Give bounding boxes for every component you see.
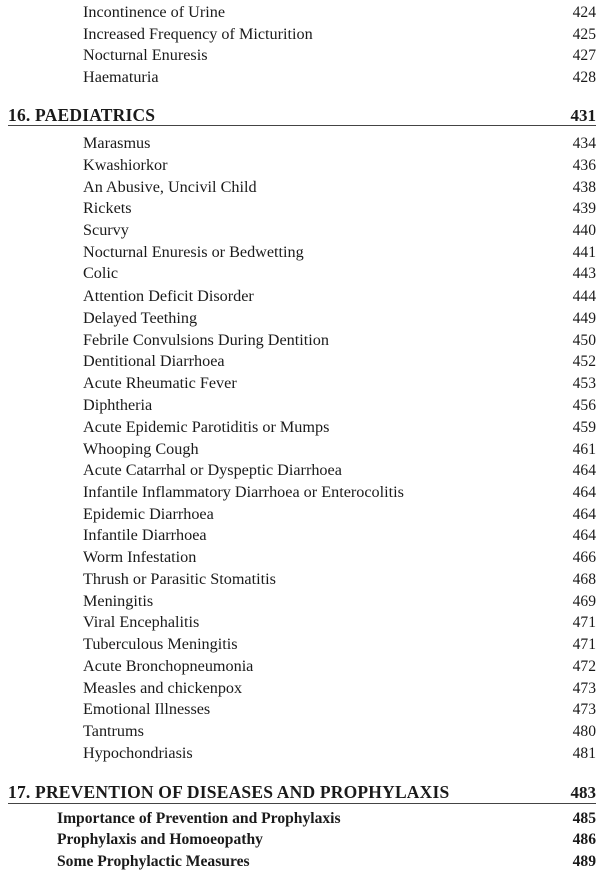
toc-entry-page: 444 <box>572 288 596 305</box>
toc-entry-title: Acute Catarrhal or Dyspeptic Diarrhoea <box>83 461 342 479</box>
toc-entry-page: 481 <box>572 745 596 762</box>
toc-entry-title: Incontinence of Urine <box>83 3 226 21</box>
toc-entry-title: Infantile Diarrhoea <box>83 526 207 544</box>
toc-entry-title: Epidemic Diarrhoea <box>83 505 214 523</box>
toc-entry <box>0 67 600 89</box>
toc-entry <box>0 482 600 504</box>
toc-entry-title: Haematuria <box>83 68 159 86</box>
toc-entry-title: Thrush or Parasitic Stomatitis <box>83 570 276 588</box>
toc-entry <box>0 547 600 569</box>
toc-section-title: Prophylaxis and Homoeopathy <box>57 831 263 848</box>
toc-entry-page: 443 <box>572 265 596 282</box>
toc-entry <box>0 133 600 155</box>
toc-entry <box>0 177 600 199</box>
toc-entry-title: Increased Frequency of Micturition <box>83 25 313 43</box>
toc-entry-title: Whooping Cough <box>83 440 199 458</box>
toc-entry <box>0 155 600 177</box>
toc-entry-title: Nocturnal Enuresis <box>83 46 208 64</box>
toc-entry-page: 468 <box>572 571 596 588</box>
toc-entry <box>0 308 600 330</box>
chapter-page: 431 <box>570 106 596 125</box>
toc-entry-title: Kwashiorkor <box>83 156 168 174</box>
toc-entry <box>0 417 600 439</box>
toc-entry-title: Nocturnal Enuresis or Bedwetting <box>83 243 304 261</box>
toc-entry-page: 473 <box>572 701 596 718</box>
toc-entry-title: Worm Infestation <box>83 548 197 566</box>
toc-entry <box>0 721 600 743</box>
toc-entry-title: Tantrums <box>83 722 144 740</box>
chapter-heading-prevention <box>0 782 600 804</box>
toc-entry-page: 480 <box>572 723 596 740</box>
toc-entry <box>0 45 600 67</box>
toc-entry-page: 472 <box>572 658 596 675</box>
toc-entry-page: 440 <box>572 222 596 239</box>
toc-entry <box>0 220 600 242</box>
toc-entry-title: Febrile Convulsions During Dentition <box>83 331 329 349</box>
toc-section-title: Importance of Prevention and Prophylaxis <box>57 810 341 827</box>
toc-entry-page: 439 <box>572 200 596 217</box>
chapter-page: 483 <box>570 783 596 802</box>
toc-entry <box>0 569 600 591</box>
toc-entry <box>0 24 600 46</box>
toc-entry-title: Rickets <box>83 199 132 217</box>
toc-entry <box>0 504 600 526</box>
toc-entry-title: An Abusive, Uncivil Child <box>83 178 257 196</box>
toc-entry <box>0 743 600 765</box>
toc-section-title: Some Prophylactic Measures <box>57 853 250 870</box>
toc-entry-title: Colic <box>83 264 119 282</box>
toc-entry <box>0 699 600 721</box>
chapter-underline <box>8 125 596 126</box>
toc-entry-page: 452 <box>572 353 596 370</box>
toc-entry-page: 449 <box>572 310 596 327</box>
toc-entry <box>0 330 600 352</box>
toc-section-page: 485 <box>572 810 596 827</box>
chapter-title: 16. PAEDIATRICS <box>8 105 156 125</box>
toc-entry <box>0 198 600 220</box>
toc-entry-page: 427 <box>572 47 596 64</box>
chapter-title: 17. PREVENTION OF DISEASES AND PROPHYLAXIS <box>8 782 450 802</box>
toc-entry-page: 471 <box>572 636 596 653</box>
toc-entry <box>0 395 600 417</box>
toc-entry <box>0 612 600 634</box>
toc-section-entry <box>0 830 600 852</box>
toc-entry-page: 473 <box>572 680 596 697</box>
chapter-underline <box>8 803 596 804</box>
toc-entry-title: Acute Bronchopneumonia <box>83 657 254 675</box>
toc-entry-title: Diphtheria <box>83 396 153 414</box>
toc-entry-title: Acute Rheumatic Fever <box>83 374 237 392</box>
toc-entry-page: 471 <box>572 614 596 631</box>
toc-entry-page: 469 <box>572 593 596 610</box>
toc-entry-page: 434 <box>572 135 596 152</box>
toc-entry <box>0 351 600 373</box>
toc-entry-title: Meningitis <box>83 592 154 610</box>
toc-section-page: 489 <box>572 853 596 870</box>
toc-entry-title: Attention Deficit Disorder <box>83 287 254 305</box>
toc-entry-page: 456 <box>572 397 596 414</box>
toc-entry-page: 450 <box>572 332 596 349</box>
toc-entry <box>0 263 600 285</box>
toc-entry-title: Infantile Inflammatory Diarrhoea or Enterocolitis <box>83 483 404 501</box>
toc-entry <box>0 286 600 308</box>
toc-entry <box>0 656 600 678</box>
toc-entry <box>0 2 600 24</box>
toc-entry-page: 461 <box>572 441 596 458</box>
toc-entry-page: 424 <box>572 4 596 21</box>
toc-section-page: 486 <box>572 831 596 848</box>
toc-entry-title: Dentitional Diarrhoea <box>83 352 225 370</box>
toc-entry-title: Tuberculous Meningitis <box>83 635 238 653</box>
toc-entry-page: 438 <box>572 179 596 196</box>
toc-entry-page: 453 <box>572 375 596 392</box>
toc-entry-page: 436 <box>572 157 596 174</box>
toc-entry-page: 425 <box>572 26 596 43</box>
toc-entry <box>0 460 600 482</box>
toc-section-entry <box>0 809 600 831</box>
toc-entry <box>0 591 600 613</box>
toc-entry-page: 464 <box>572 506 596 523</box>
toc-entry-page: 441 <box>572 244 596 261</box>
toc-entry-page: 464 <box>572 462 596 479</box>
toc-entry-page: 464 <box>572 484 596 501</box>
toc-entry-title: Acute Epidemic Parotiditis or Mumps <box>83 418 330 436</box>
toc-entry-title: Measles and chickenpox <box>83 679 243 697</box>
toc-entry <box>0 678 600 700</box>
toc-entry-page: 428 <box>572 69 596 86</box>
toc-entry <box>0 373 600 395</box>
toc-entry-title: Viral Encephalitis <box>83 613 200 631</box>
toc-entry-title: Delayed Teething <box>83 309 198 327</box>
toc-entry <box>0 634 600 656</box>
toc-entry <box>0 439 600 461</box>
toc-entry-title: Marasmus <box>83 134 151 152</box>
toc-entry <box>0 242 600 264</box>
toc-entry-page: 459 <box>572 419 596 436</box>
toc-section-entry <box>0 852 600 874</box>
toc-entry <box>0 525 600 547</box>
chapter-heading-paediatrics <box>0 105 600 127</box>
toc-entry-page: 464 <box>572 527 596 544</box>
toc-entry-page: 466 <box>572 549 596 566</box>
toc-entry-title: Emotional Illnesses <box>83 700 211 718</box>
toc-entry-title: Hypochondriasis <box>83 744 193 762</box>
toc-entry-title: Scurvy <box>83 221 129 239</box>
